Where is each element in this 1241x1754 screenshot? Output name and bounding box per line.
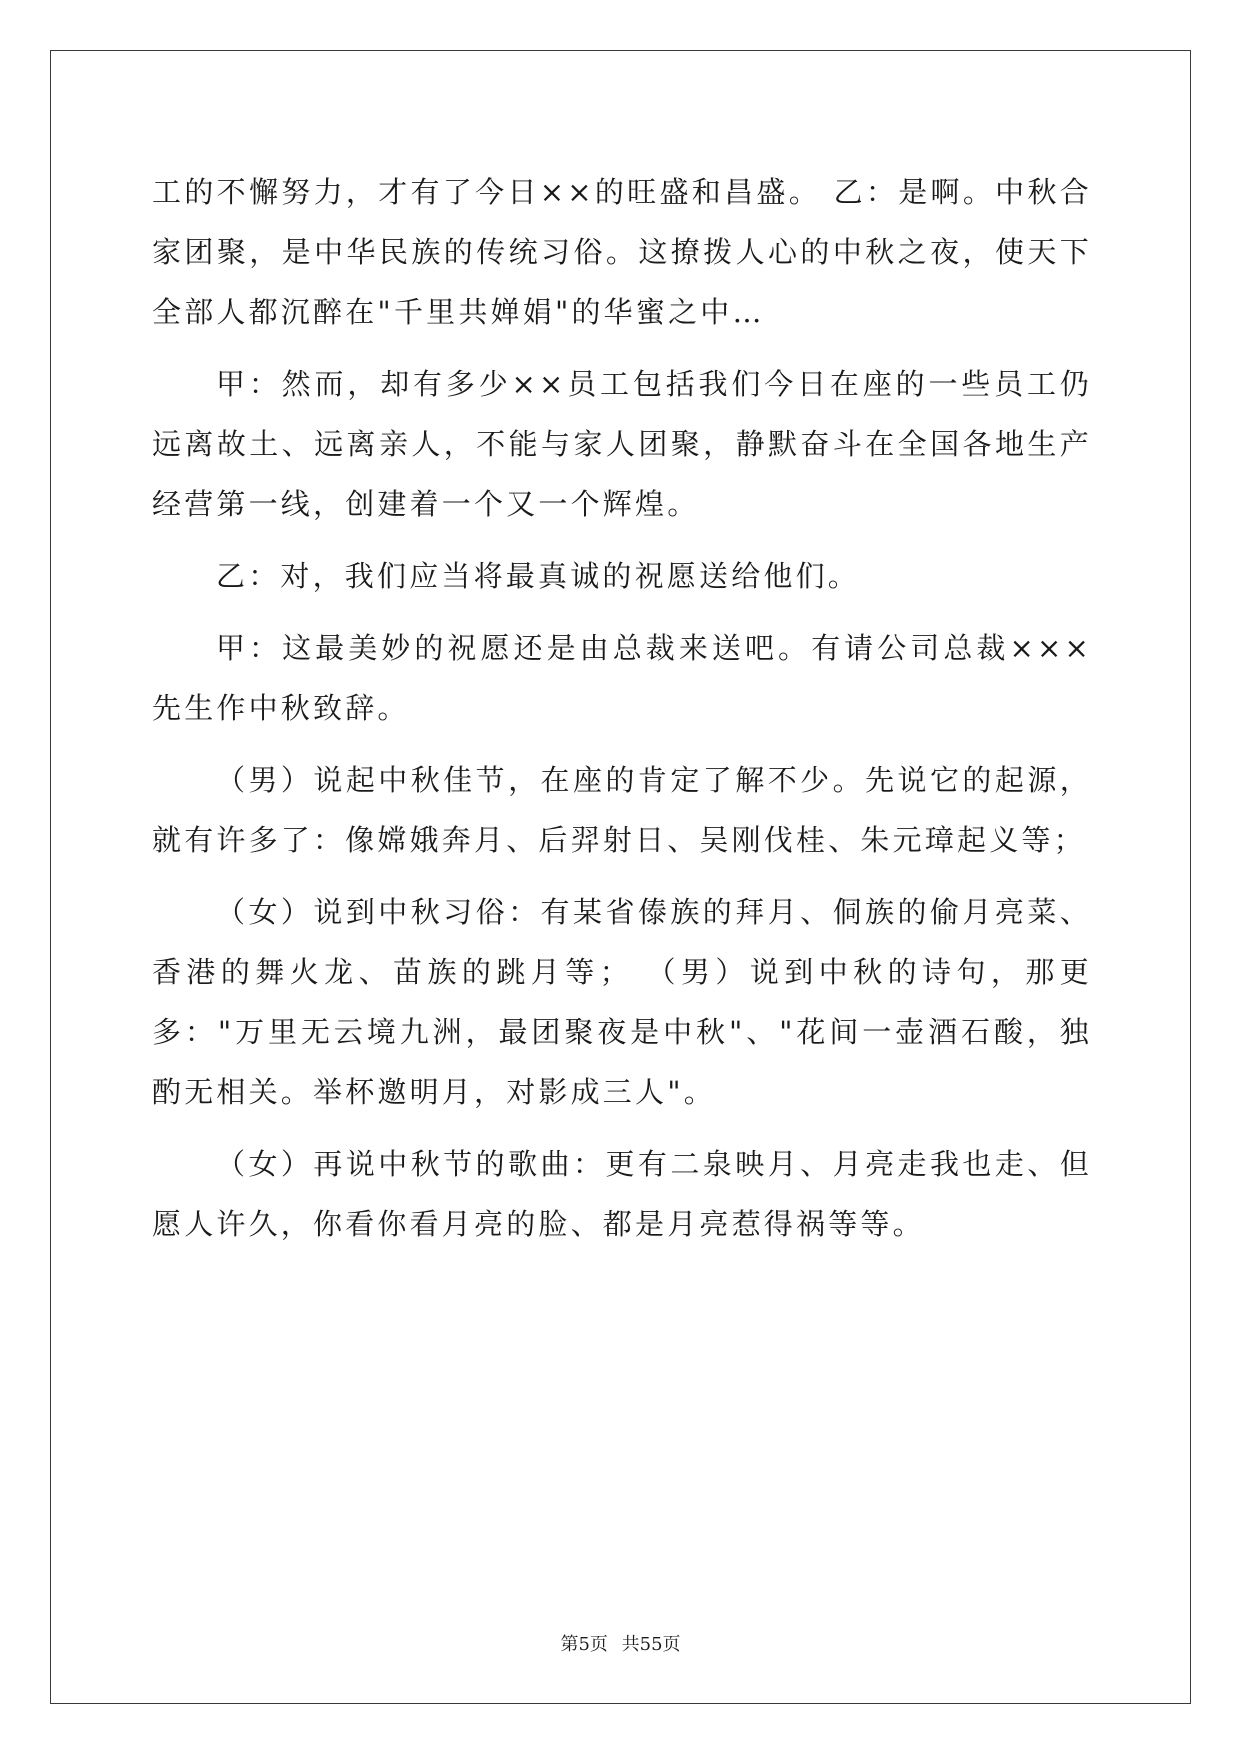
- page-footer: [0, 1630, 1241, 1656]
- paragraph-2: 甲：然而，却有多少××员工包括我们今日在座的一些员工仍远离故土、远离亲人，不能与家人团聚，静默奋斗在全国各地生产经营第一线，创建着一个又一个辉煌。: [152, 367, 1092, 521]
- page-total: 共55页: [621, 1634, 681, 1655]
- paragraph-3: 乙：对，我们应当将最真诚的祝愿送给他们。: [216, 559, 861, 593]
- paragraph-4: 甲：这最美妙的祝愿还是由总裁来送吧。有请公司总裁×××先生作中秋致辞。: [152, 631, 1092, 725]
- document-body: [152, 162, 1092, 1266]
- paragraph-6: （女）说到中秋习俗：有某省傣族的拜月、侗族的偷月亮菜、香港的舞火龙、苗族的跳月等； （男）说到中秋的诗句，那更多："万里无云境九洲，最团聚夜是中秋"、"花间一壶酒石酸，独酌无相关。举杯邀明月，对影成三人"。: [152, 895, 1092, 1109]
- page-number: 第5页: [560, 1634, 608, 1655]
- paragraph-5: （男）说起中秋佳节，在座的肯定了解不少。先说它的起源，就有许多了：像嫦娥奔月、后羿射日、吴刚伐桂、朱元璋起义等；: [152, 763, 1092, 857]
- paragraph-1: 工的不懈努力，才有了今日××的旺盛和昌盛。 乙：是啊。中秋合家团聚，是中华民族的传统习俗。这撩拨人心的中秋之夜，使天下全部人都沉醉在"千里共婵娟"的华蜜之中…: [152, 175, 1092, 329]
- paragraph-7: （女）再说中秋节的歌曲：更有二泉映月、月亮走我也走、但愿人许久，你看你看月亮的脸、都是月亮惹得祸等等。: [152, 1147, 1092, 1241]
